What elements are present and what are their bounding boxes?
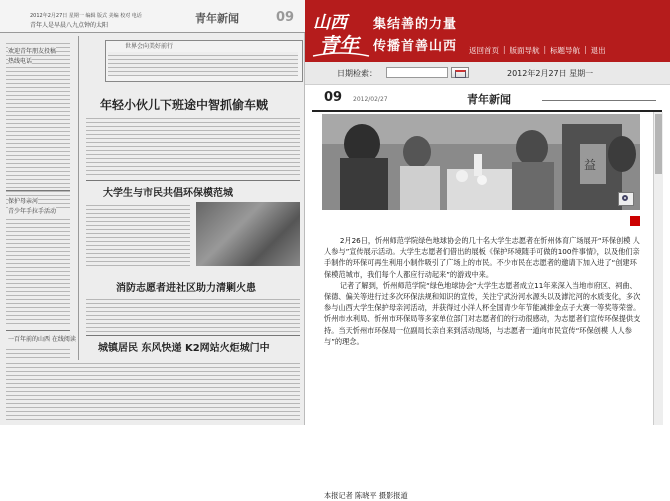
paper-bottom-columns (6, 360, 300, 422)
nav-titles-link[interactable]: 标题导航 (550, 46, 581, 55)
nav-separator: | (584, 45, 587, 54)
svg-text:山西: 山西 (313, 13, 347, 33)
date-search-input[interactable] (386, 67, 448, 78)
date-search-label: 日期检索： (337, 69, 377, 78)
slogan-line-1: 集结善的力量 (373, 17, 458, 32)
calendar-icon (455, 70, 466, 78)
nav-home-link[interactable]: 返回首页 (469, 46, 499, 55)
article-page-number: 09 (324, 90, 343, 105)
zoom-icon[interactable] (618, 192, 634, 206)
article-scrollbar[interactable] (653, 112, 663, 425)
article-paragraph: 2月26日，忻州师范学院绿色地球协会的几十名大学生志愿者在忻州体育广场展开“环保创模 人人参与”宣传展示活动。大学生志愿者们借出的展板《保护环境随手可做的100件事情》，以及他们亲手制作的环保可再生利用小制作吸引了广场上的市民。不少市民在志愿者的邀请下加入进了“创建环保模范城市，我们每个人都应行动起来”的游戏中来。 (324, 236, 640, 279)
paper-photo (196, 202, 300, 266)
paper-headline: 消防志愿者进社区助力清剿火患 (116, 279, 256, 294)
article-page-header (312, 88, 662, 112)
nav-layout-link[interactable]: 版面导航 (509, 46, 540, 55)
paper-main-column (86, 115, 300, 177)
paper-side-text: 青少年手拉手活动 (8, 208, 57, 215)
paper-side-text: 一百年前的山西 在线阅读 (8, 336, 76, 343)
svg-text:益: 益 (584, 158, 597, 172)
paper-side-column (6, 216, 70, 326)
paper-side-text: 热线电话 (8, 58, 33, 65)
article-photo[interactable] (322, 114, 640, 210)
flag-icon[interactable] (630, 216, 640, 226)
site-logo[interactable] (311, 4, 371, 60)
nav-logout-link[interactable]: 退出 (590, 46, 606, 55)
slogan-line-2: 传播首善山西 (373, 39, 458, 54)
paper-divider (86, 180, 300, 181)
paper-box-title: 世界会向美好前行 (125, 43, 174, 50)
paper-box-text (108, 52, 298, 76)
paper-divider (86, 335, 300, 336)
article-paragraph: 记者了解到，忻州师范学院“绿色地球协会”大学生志愿者成立11年来深入当地市府区、祠曲、保德、偏关等进行过多次环保法规和知识的宣传，关注宁武汾河水源头以及滹沱河的水质变化，多次参与山西大学生保护母亲河活动，并获得过小洋人杯全国青少年节能减排金点子大赛一等奖等荣誉。忻州市水利局、忻州市环保局等多家单位部门对志愿者们的行动很感动，为志愿者们宣传环保提供支持。当天忻州市环保局一位副局长亲自来到活动现场，与志愿者一道向市民宣传“环保创模 人人参与”的理念。 (324, 280, 641, 346)
paper-meta: 2012年2月27日 星期一 编辑 版式 美编 校对 电话 (30, 13, 142, 19)
article-body (324, 235, 642, 347)
scrollbar-thumb[interactable] (655, 114, 662, 174)
newspaper-page-image[interactable] (0, 0, 305, 425)
top-nav (469, 45, 606, 59)
paper-section-title: 青年新闻 (195, 12, 239, 25)
paper-page-number: 09 (276, 10, 295, 25)
article-panel (312, 88, 662, 500)
paper-side-text: 保护母亲河 (8, 198, 39, 205)
paper-main-column (86, 202, 190, 266)
paper-divider (6, 190, 70, 191)
paper-header (0, 0, 305, 33)
calendar-button[interactable] (451, 67, 469, 78)
date-search-bar (305, 62, 670, 85)
article-section-title: 青年新闻 (467, 93, 511, 106)
current-date: 2012年2月27日 星期一 (507, 69, 594, 78)
nav-separator: | (543, 45, 547, 54)
paper-headline: 城镇居民 东风快递 K2网站火炬城门中 (98, 339, 270, 354)
article-byline: 本报记者 陈晓平 摄影报道 (324, 491, 408, 500)
svg-text:青年: 青年 (319, 33, 359, 57)
paper-side-column (6, 40, 70, 210)
site-banner (305, 0, 670, 62)
paper-headline: 年轻小伙儿下班途中智抓偷车贼 (100, 98, 269, 112)
nav-separator: | (503, 45, 506, 54)
paper-headline: 大学生与市民共倡环保模范城 (103, 184, 233, 199)
e-paper-viewer (305, 0, 670, 500)
header-rule (542, 100, 656, 101)
paper-main-column (86, 296, 300, 332)
article-page-date: 2012/02/27 (353, 96, 388, 103)
paper-divider (6, 330, 70, 331)
paper-side-text: 欢迎青年朋友投稿 (8, 48, 57, 55)
paper-meta-2: 青年人是早晨八九点钟的太阳 (30, 22, 109, 29)
